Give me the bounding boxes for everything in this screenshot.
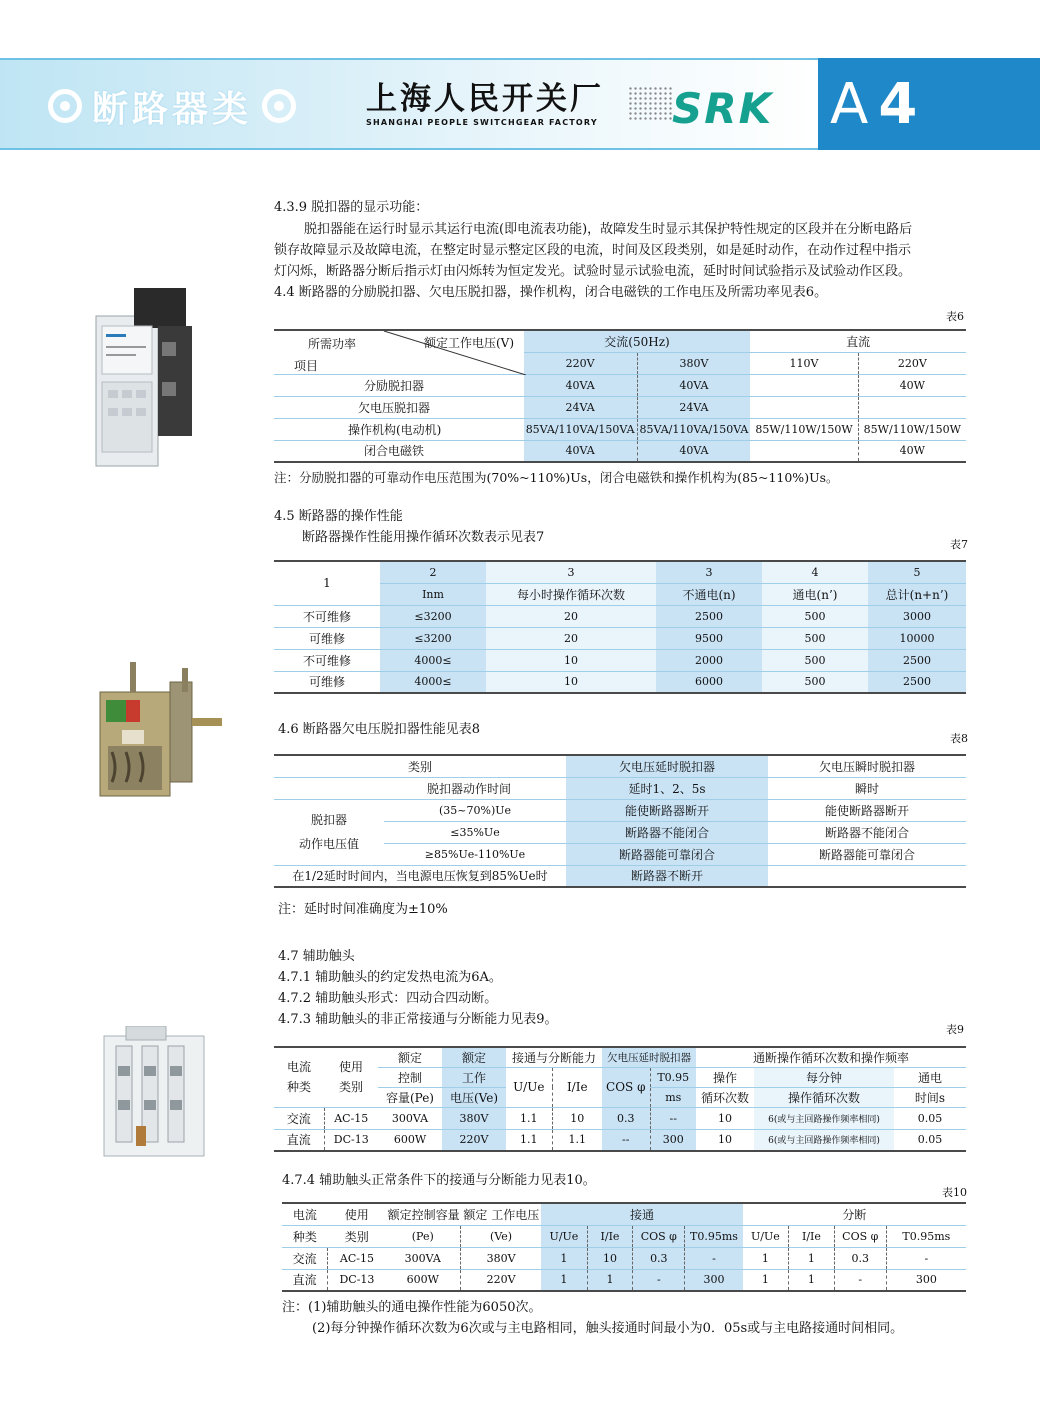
section-471-text: 4.7.1 辅助触头的约定发热电流为6A。 xyxy=(278,970,502,985)
table9-cell: 0.3 xyxy=(602,1107,650,1129)
table6-h-power: 所需功率 xyxy=(308,337,357,351)
table10-h-cos2: COS φ xyxy=(834,1225,886,1247)
table7-cell: 2500 xyxy=(656,605,762,627)
table-row xyxy=(274,374,966,396)
table9-h-rc2: 控制 xyxy=(397,1070,422,1085)
table7-h-n4: 3 xyxy=(656,561,762,583)
table10-cell: 1 xyxy=(541,1247,587,1269)
table8-cell xyxy=(768,865,966,887)
table10-cell: 600W xyxy=(406,1273,439,1287)
table-row xyxy=(274,605,966,627)
company-name-en: SHANGHAI PEOPLE SWITCHGEAR FACTORY xyxy=(366,118,598,127)
table9-cell: 6(或与主回路操作频率相同) xyxy=(754,1107,894,1129)
table6-cell: 40VA xyxy=(524,374,637,396)
auxiliary-contact-photo xyxy=(96,1026,214,1166)
table7-cell: ≤3200 xyxy=(380,627,486,649)
table8-grp2: 动作电压值 xyxy=(298,837,359,851)
table7-h-n2: 2 xyxy=(380,561,486,583)
table8-caption: 表8 xyxy=(950,732,968,745)
table9-cell: 1.1 xyxy=(520,1133,538,1147)
table9-h-u: U/Ue xyxy=(513,1080,545,1094)
table7-h-n6: 5 xyxy=(868,561,966,583)
table9-h-cur-2: 种类 xyxy=(286,1080,311,1095)
table10-cell: 1 xyxy=(587,1269,633,1291)
table6-cell: 85W/110W/150W xyxy=(858,418,966,440)
table8-h-inst: 欠电压瞬时脱扣器 xyxy=(818,759,915,774)
table6-v3: 110V xyxy=(789,356,819,370)
table9-h-pm2: 操作循环次数 xyxy=(754,1087,894,1107)
table9-cell: 直流 xyxy=(286,1133,311,1148)
table7-h-n1: 1 xyxy=(323,576,331,591)
table10 xyxy=(282,1202,966,1292)
table-row xyxy=(274,627,966,649)
table7-cell: 500 xyxy=(762,627,868,649)
brand-logo: SRK xyxy=(672,84,774,133)
table9-cell: 220V xyxy=(442,1129,506,1151)
table-row xyxy=(282,1247,966,1269)
table9-cell: 600W xyxy=(393,1133,427,1147)
table-row xyxy=(274,1129,966,1151)
table10-h-ve: (Ve) xyxy=(460,1225,541,1247)
table7-cell: 可维修 xyxy=(308,675,345,690)
section-439-para-2: 锁存故障显示及故障电流，在整定时显示整定区段的电流，时间及区段类别，如是延时动作，在动作过程中指示 xyxy=(274,243,912,258)
circle-bullet-icon xyxy=(48,89,82,123)
table6-caption: 表6 xyxy=(946,310,964,323)
table10-h-i: I/Ie xyxy=(587,1225,633,1247)
table6-cell: 85W/110W/150W xyxy=(755,422,853,436)
table6-v4: 220V xyxy=(858,352,966,374)
table7-cell: 可维修 xyxy=(308,631,345,646)
section-472-text: 4.7.2 辅助触头形式：四动合四动断。 xyxy=(278,991,498,1006)
section-44-text: 4.4 断路器的分励脱扣器、欠电压脱扣器，操作机构，闭合电磁铁的工作电压及所需功率见表6。 xyxy=(274,285,828,300)
table9-h-cos: COS φ xyxy=(602,1067,650,1107)
table-row xyxy=(274,440,966,462)
table-row xyxy=(274,671,966,693)
table10-h-u: U/Ue xyxy=(541,1225,587,1247)
table10-cell: - xyxy=(886,1247,966,1269)
table9-cell: 10 xyxy=(718,1111,732,1125)
company-name-cn: 上海人民开关厂 xyxy=(366,81,604,117)
table8-cell: 瞬时 xyxy=(854,781,879,796)
table10-h-u2: U/Ue xyxy=(750,1229,780,1243)
table9-h-pm1: 每分钟 xyxy=(754,1067,894,1087)
table7-cell: 500 xyxy=(762,671,868,693)
table8-cell: 断路器不能闭合 xyxy=(824,825,909,840)
table8-last-label: 在1/2延时时间内，当电源电压恢复到85%Ue时 xyxy=(292,869,548,884)
section-473-text: 4.7.3 辅助触头的非正常接通与分断能力见表9。 xyxy=(278,1012,558,1027)
table8-r1-label: 脱扣器动作时间 xyxy=(426,781,511,796)
table8-cell: 断路器能可靠闭合 xyxy=(566,843,768,865)
table10-cell: 220V xyxy=(460,1269,541,1291)
table9-h-rv1: 额定 xyxy=(442,1047,506,1067)
table6-cell xyxy=(750,440,858,462)
table10-cell: 交流 xyxy=(292,1251,317,1266)
category-title xyxy=(48,84,296,128)
table6-row-label: 闭合电磁铁 xyxy=(364,444,425,459)
table7-h2: Inm xyxy=(380,583,486,605)
table7-cell: 500 xyxy=(762,649,868,671)
table7-cell: 10000 xyxy=(868,627,966,649)
table10-cell: 0.3 xyxy=(834,1247,886,1269)
table9-h-rc1: 额定 xyxy=(397,1050,422,1065)
table9-cell: 0.05 xyxy=(917,1111,943,1125)
table7-h3: 每小时操作循环次数 xyxy=(486,583,656,605)
circle-bullet-icon xyxy=(262,89,296,123)
table7-cell: 4000≤ xyxy=(380,649,486,671)
table6-cell: 40VA xyxy=(637,374,750,396)
table-row xyxy=(274,649,966,671)
table8-cell: 断路器能可靠闭合 xyxy=(818,847,915,862)
table8-cell: ≥85%Ue-110%Ue xyxy=(424,847,526,861)
table-row xyxy=(274,1107,966,1129)
table10-caption: 表10 xyxy=(942,1186,967,1199)
table10-h-t: T0.95ms xyxy=(685,1225,743,1247)
table9-h-op2: 循环次数 xyxy=(700,1090,749,1105)
table6-cell xyxy=(750,374,858,396)
table10-h-cur2: 种类 xyxy=(292,1229,317,1244)
table10-cell: 1 xyxy=(541,1269,587,1291)
table9-cell: DC-13 xyxy=(324,1129,378,1151)
table7-h6: 总计(n+n’) xyxy=(868,583,966,605)
table8-h-delay: 欠电压延时脱扣器 xyxy=(566,755,768,777)
table6-v2: 380V xyxy=(637,352,750,374)
section-number: 4 xyxy=(878,71,918,137)
table9-caption: 表9 xyxy=(946,1023,964,1036)
table6-cell: 40VA xyxy=(637,440,750,462)
table10-note-2: (2)每分钟操作循环次数为6次或与主电路相同，触头接通时间最小为0．05s或与主电路接通时间相同。 xyxy=(312,1321,904,1336)
table7-cell: 不可维修 xyxy=(302,609,351,624)
table9-cell: 380V xyxy=(442,1107,506,1129)
table6-row-label: 操作机构(电动机) xyxy=(348,422,442,437)
table8-cell: 能使断路器断开 xyxy=(824,803,909,818)
table-row xyxy=(274,777,966,799)
table8 xyxy=(274,754,966,888)
table7 xyxy=(274,560,966,694)
table10-h-cur: 电流 xyxy=(292,1207,317,1222)
table6-cell xyxy=(858,396,966,418)
table6-h-item: 项目 xyxy=(294,359,319,373)
section-letter: A xyxy=(830,71,869,137)
table10-h-cos: COS φ xyxy=(633,1225,685,1247)
table9-cell: 300VA xyxy=(391,1111,429,1125)
table9-h-i: I/Ie xyxy=(552,1067,602,1107)
table6-cell: 24VA xyxy=(637,396,750,418)
table7-cell: 9500 xyxy=(656,627,762,649)
table6-row-label: 欠电压脱扣器 xyxy=(358,400,431,415)
table10-cell: 1 xyxy=(761,1273,769,1287)
table10-cell: - xyxy=(834,1269,886,1291)
table6-h-ac: 交流(50Hz) xyxy=(524,330,751,352)
company-logo xyxy=(366,82,604,127)
table6-cell: 40W xyxy=(858,374,966,396)
table9-cell: 300 xyxy=(650,1129,696,1151)
section-439-para-1: 脱扣器能在运行时显示其运行电流(即电流表功能)，故障发生时显示其保护特性规定的区段并在分断电路后 xyxy=(304,222,913,237)
table9-h-t1: T0.95 xyxy=(650,1067,696,1087)
table9-h-onoff: 接通与分断能力 xyxy=(511,1050,596,1065)
table10-h-on: 接通 xyxy=(541,1203,742,1225)
table10-h-off: 分断 xyxy=(842,1207,867,1222)
table-row xyxy=(274,396,966,418)
table8-note: 注：延时时间准确度为±10% xyxy=(278,902,448,917)
table10-h-use2: 类别 xyxy=(344,1229,369,1244)
table9-cell: 0.05 xyxy=(917,1133,943,1147)
table7-cell: 2500 xyxy=(868,649,966,671)
dot-pattern-icon xyxy=(628,86,672,122)
table6-cell: 40VA xyxy=(524,440,637,462)
section-439-title: 4.3.9 脱扣器的显示功能： xyxy=(274,200,429,215)
section-439-para-3: 灯闪烁，断路器分断后指示灯由闪烁转为恒定发光。试验时显示试验电流，延时时间试验指示及试验动作区段。 xyxy=(274,264,912,279)
table6 xyxy=(274,329,966,463)
table6-cell: 40W xyxy=(858,440,966,462)
section-46-title: 4.6 断路器欠电压脱扣器性能见表8 xyxy=(278,722,481,737)
table6-cell: 24VA xyxy=(524,396,637,418)
table8-cell: ≤35%Ue xyxy=(450,825,500,839)
table10-cell: 1 xyxy=(789,1247,835,1269)
table9-cell: AC-15 xyxy=(324,1107,378,1129)
table10-note-1: 注：(1)辅助触头的通电操作性能为6050次。 xyxy=(282,1300,542,1315)
table7-cell: 20 xyxy=(486,605,656,627)
table6-cell: 85VA/110VA/150VA xyxy=(637,418,750,440)
table9-h-op1: 操作 xyxy=(712,1070,737,1085)
table10-cell: 300 xyxy=(685,1269,743,1291)
table9-h-use-2: 类别 xyxy=(338,1080,363,1095)
table6-cell: 85VA/110VA/150VA xyxy=(524,418,637,440)
table9-h-cur xyxy=(274,1047,324,1107)
table7-cell: ≤3200 xyxy=(380,605,486,627)
table7-h-n3: 3 xyxy=(486,561,656,583)
table9-h-use xyxy=(324,1047,378,1107)
table7-cell: 500 xyxy=(762,605,868,627)
table6-h-voltage: 额定工作电压(V) xyxy=(424,336,515,350)
table10-cell: 1 xyxy=(789,1269,835,1291)
table6-note: 注：分励脱扣器的可靠动作电压范围为(70%~110%)Us，闭合电磁铁和操作机构为(85~110%)Us。 xyxy=(274,470,839,485)
table7-cell: 2500 xyxy=(868,671,966,693)
table6-v1: 220V xyxy=(524,352,637,374)
table9-h-rc3: 容量(Pe) xyxy=(385,1090,434,1105)
category-label: 断路器类 xyxy=(92,88,253,130)
table-row xyxy=(282,1269,966,1291)
table7-caption: 表7 xyxy=(950,538,968,551)
table10-cell: 380V xyxy=(460,1247,541,1269)
table9-h-cur-1: 电流 xyxy=(286,1060,311,1075)
table9-cell: 1.1 xyxy=(552,1129,602,1151)
table9-cell: 1.1 xyxy=(520,1111,538,1125)
table9 xyxy=(274,1046,966,1152)
table9-cell: 10 xyxy=(552,1107,602,1129)
table9-h-delay: 欠电压延时脱扣器 xyxy=(602,1047,696,1067)
table8-cell: (35~70%)Ue xyxy=(438,803,512,817)
table8-cell: 断路器不断开 xyxy=(566,865,768,887)
table7-h4: 不通电(n) xyxy=(656,583,762,605)
table9-h-t2: ms xyxy=(650,1087,696,1107)
table9-h-rv3: 电压(Ve) xyxy=(442,1087,506,1107)
table6-cell xyxy=(750,396,858,418)
section-474-text: 4.7.4 辅助触头正常条件下的接通与分断能力见表10。 xyxy=(282,1173,596,1188)
trip-unit-photo xyxy=(92,286,196,472)
table9-cell: -- xyxy=(602,1129,650,1151)
table10-cell: 300VA xyxy=(404,1251,441,1265)
table10-cell: 10 xyxy=(587,1247,633,1269)
table7-cell: 10 xyxy=(486,671,656,693)
table7-h5: 通电(n’) xyxy=(762,583,868,605)
table-row xyxy=(274,799,966,821)
table9-h-on2: 时间s xyxy=(914,1090,946,1105)
table10-cell: - xyxy=(685,1247,743,1269)
table7-cell: 6000 xyxy=(656,671,762,693)
table8-cell: 断路器不能闭合 xyxy=(566,821,768,843)
table10-h-use: 使用 xyxy=(344,1207,369,1222)
table10-h-i2: I/Ie xyxy=(789,1225,835,1247)
table-row xyxy=(274,418,966,440)
table8-cell: 延时1、2、5s xyxy=(566,777,768,799)
table9-cell: -- xyxy=(650,1107,696,1129)
section-45-sub: 断路器操作性能用操作循环次数表示见表7 xyxy=(302,530,545,545)
table7-h-n5: 4 xyxy=(762,561,868,583)
table6-h-dc: 直流 xyxy=(846,334,871,349)
section-47-title: 4.7 辅助触头 xyxy=(278,949,355,964)
table7-cell: 10 xyxy=(486,649,656,671)
table6-row-label: 分励脱扣器 xyxy=(364,378,425,393)
table10-cell: 0.3 xyxy=(633,1247,685,1269)
table9-cell: 6(或与主回路操作频率相同) xyxy=(754,1129,894,1151)
table9-h-rv2: 工作 xyxy=(442,1067,506,1087)
table7-cell: 20 xyxy=(486,627,656,649)
table10-cell: AC-15 xyxy=(328,1247,386,1269)
table7-cell: 2000 xyxy=(656,649,762,671)
section-code xyxy=(822,58,1040,150)
table10-h-t2: T0.95ms xyxy=(886,1225,966,1247)
table10-cell: 直流 xyxy=(292,1273,317,1288)
table7-cell: 不可维修 xyxy=(302,653,351,668)
table7-cell: 3000 xyxy=(868,605,966,627)
table8-group-label xyxy=(274,799,384,865)
table9-h-use-1: 使用 xyxy=(338,1060,363,1075)
table10-h-pe: (Pe) xyxy=(411,1229,434,1243)
table10-cell: 300 xyxy=(886,1269,966,1291)
table9-cell: 10 xyxy=(718,1133,732,1147)
table6-diagonal-header xyxy=(274,330,524,374)
table7-cell: 4000≤ xyxy=(380,671,486,693)
table-row xyxy=(274,865,966,887)
table8-cell: 能使断路器断开 xyxy=(566,799,768,821)
table9-cell: 交流 xyxy=(286,1111,311,1126)
undervoltage-release-photo xyxy=(96,662,226,802)
table8-h-type: 类别 xyxy=(407,759,432,774)
table8-grp1: 脱扣器 xyxy=(310,813,347,827)
table10-cell: 1 xyxy=(761,1251,769,1265)
table10-cell: - xyxy=(633,1269,685,1291)
table9-h-on1: 通电 xyxy=(917,1070,942,1085)
section-45-title: 4.5 断路器的操作性能 xyxy=(274,509,403,524)
table10-h-rcv: 额定控制容量 额定 工作电压 xyxy=(387,1207,540,1222)
table9-h-cycles: 通断操作循环次数和操作频率 xyxy=(752,1050,909,1065)
table10-cell: DC-13 xyxy=(328,1269,386,1291)
